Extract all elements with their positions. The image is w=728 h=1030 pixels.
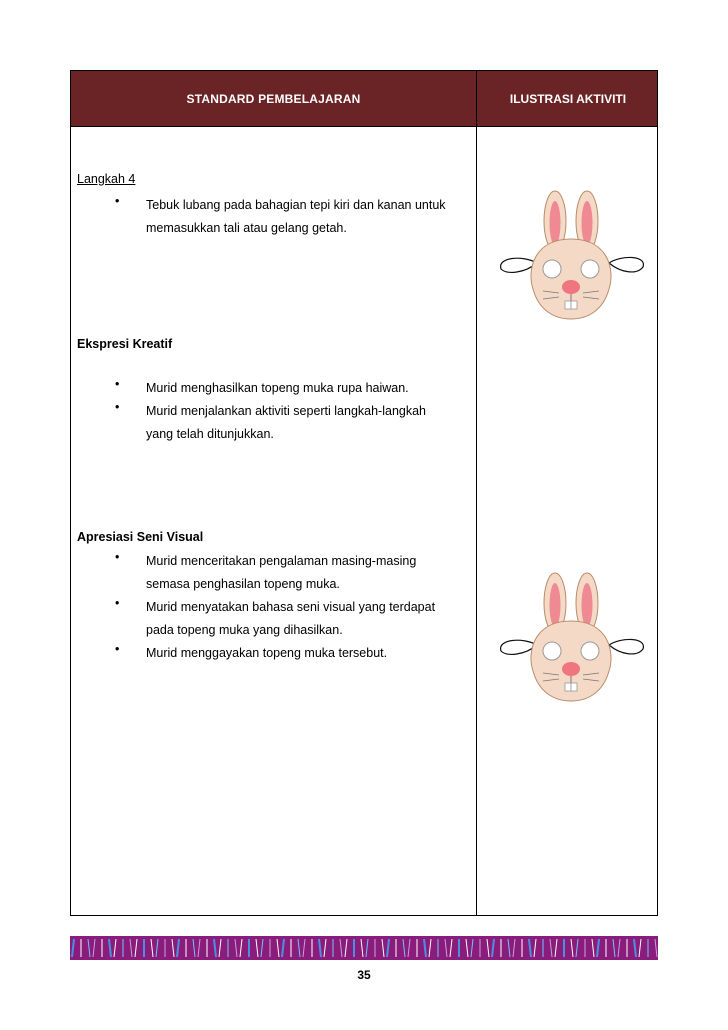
header-ilustrasi-aktiviti: ILUSTRASI AKTIVITI: [509, 92, 627, 106]
rabbit-mask-illustration: [497, 189, 647, 334]
bullet-icon: •: [115, 642, 120, 656]
bullet-icon: •: [115, 550, 120, 564]
rabbit-mask-icon: [501, 191, 644, 319]
bullet-text-line: Murid menceritakan pengalaman masing-masing: [146, 554, 417, 568]
bullet-icon: •: [115, 377, 120, 391]
bullet-text-line: Murid menyatakan bahasa seni visual yang terdapat: [146, 600, 436, 614]
bullet-text-line: Murid menggayakan topeng muka tersebut.: [146, 646, 388, 660]
bullet-text-line: Murid menghasilkan topeng muka rupa haiwan.: [146, 381, 409, 395]
table-header: [71, 71, 657, 127]
decorative-footer-band: [70, 936, 658, 960]
lesson-table: [70, 70, 658, 916]
heading-apresiasi-seni-visual: Apresiasi Seni Visual: [77, 530, 204, 544]
rabbit-mask-illustration: [497, 571, 647, 716]
heading-langkah-4: Langkah 4: [77, 172, 136, 186]
rabbit-mask-icon: [501, 573, 644, 701]
page-number: 35: [357, 968, 371, 982]
bullet-icon: •: [115, 400, 120, 414]
header-standard-pembelajaran: STANDARD PEMBELAJARAN: [186, 92, 361, 106]
heading-ekspresi-kreatif: Ekspresi Kreatif: [77, 337, 173, 351]
bullet-text-line: Tebuk lubang pada bahagian tepi kiri dan kanan untuk: [146, 198, 446, 212]
bullet-icon: •: [115, 194, 120, 208]
bullet-text-line: Murid menjalankan aktiviti seperti langkah-langkah: [146, 404, 427, 418]
bullet-text-line: memasukkan tali atau gelang getah.: [146, 221, 347, 235]
bullet-text-line: yang telah ditunjukkan.: [146, 427, 274, 441]
bullet-text-line: semasa penghasilan topeng muka.: [146, 577, 340, 591]
bullet-text-line: pada topeng muka yang dihasilkan.: [146, 623, 343, 637]
bullet-icon: •: [115, 596, 120, 610]
